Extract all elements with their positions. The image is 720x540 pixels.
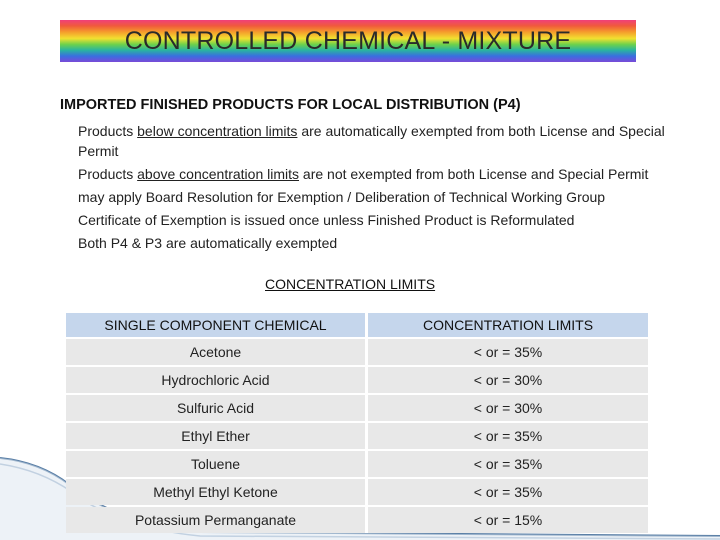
bullet-underlined-text: below concentration limits xyxy=(137,123,298,139)
concentration-limits-table xyxy=(66,311,648,535)
bullet-item xyxy=(60,164,690,184)
limit-cell: < or = 35% xyxy=(368,451,648,477)
table-row xyxy=(66,451,648,477)
chemical-cell: Ethyl Ether xyxy=(66,423,368,449)
column-header-limit: CONCENTRATION LIMITS xyxy=(368,313,648,337)
bullet-text: Products xyxy=(78,166,138,182)
bullet-text: are not exempted from both License and Special Permit xyxy=(299,166,649,182)
bullet-text: Both P4 & P3 are automatically exempted xyxy=(78,235,338,251)
column-header-chemical: SINGLE COMPONENT CHEMICAL xyxy=(66,313,368,337)
limit-cell: < or = 35% xyxy=(368,339,648,365)
bullet-text: are automatically exempted from both License and Special Permit xyxy=(78,123,665,159)
slide-title: CONTROLLED CHEMICAL - MIXTURE xyxy=(124,26,572,55)
title-banner xyxy=(60,20,636,62)
limit-cell: < or = 30% xyxy=(368,395,648,421)
limit-cell: < or = 30% xyxy=(368,367,648,393)
limit-cell: < or = 15% xyxy=(368,507,648,533)
table-caption: CONCENTRATION LIMITS xyxy=(265,276,436,292)
bullet-item xyxy=(60,233,690,253)
bullet-text: Products xyxy=(78,123,138,139)
limit-cell: < or = 35% xyxy=(368,423,648,449)
bullet-text: may apply Board Resolution for Exemption / Deliberation of Technical Working Group xyxy=(78,189,606,205)
table-row xyxy=(66,367,648,393)
chemical-cell: Potassium Permanganate xyxy=(66,507,368,533)
table-header-row xyxy=(66,313,648,337)
subheading: IMPORTED FINISHED PRODUCTS FOR LOCAL DISTRIBUTION (P4) xyxy=(60,97,521,113)
bullet-list xyxy=(60,121,690,256)
table-row xyxy=(66,479,648,505)
bullet-item xyxy=(60,187,690,207)
chemical-cell: Acetone xyxy=(66,339,368,365)
chemical-cell: Toluene xyxy=(66,451,368,477)
limit-cell: < or = 35% xyxy=(368,479,648,505)
table-row xyxy=(66,507,648,533)
bullet-item xyxy=(60,210,690,230)
chemical-cell: Hydrochloric Acid xyxy=(66,367,368,393)
table-row xyxy=(66,395,648,421)
chemical-cell: Sulfuric Acid xyxy=(66,395,368,421)
bullet-item xyxy=(60,121,690,161)
bullet-text: Certificate of Exemption is issued once unless Finished Product is Reformulated xyxy=(78,212,575,228)
table-row xyxy=(66,423,648,449)
chemical-cell: Methyl Ethyl Ketone xyxy=(66,479,368,505)
bullet-underlined-text: above concentration limits xyxy=(137,166,300,182)
table-row xyxy=(66,339,648,365)
